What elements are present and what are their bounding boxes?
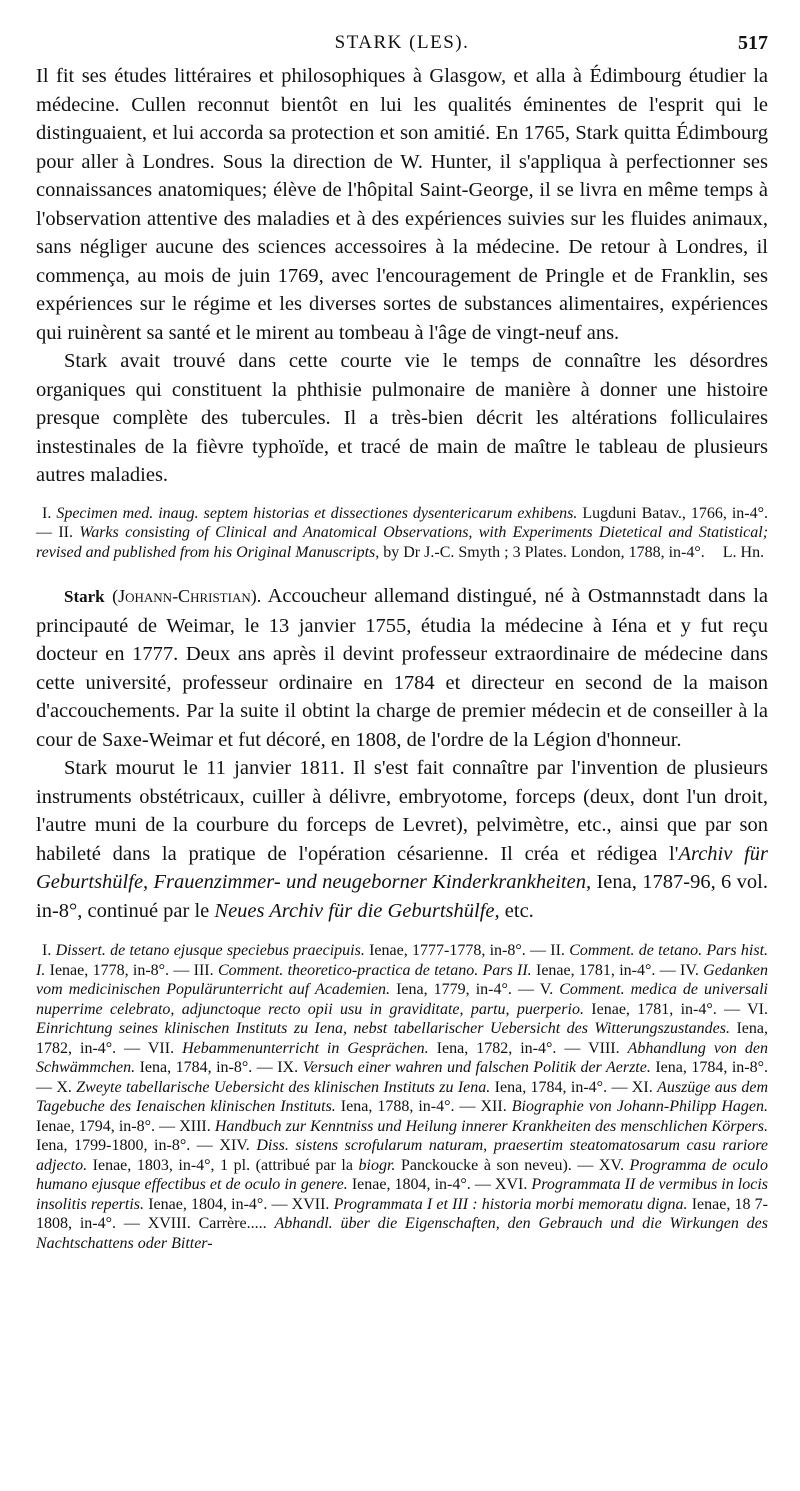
text-run: etc. <box>499 899 534 922</box>
bib-text-run: Iena, 1782, in-4°. — VII. <box>36 1020 769 1057</box>
bib-work-title: Handbuch zur Kenntniss und Heilung innerer Krankheiten des menschlichen Körpers. <box>214 1117 769 1135</box>
bib-text-run: Ienae, 1777-1778, in-8°. — II. <box>364 942 570 959</box>
running-header <box>36 32 768 58</box>
entry-name: Stark <box>64 587 105 606</box>
bib-text-run: Iena, 1788, in-4°. — XII. <box>335 1098 512 1115</box>
bib-text-run: Ienae, 1804, in-4°. — XVI. <box>347 1176 532 1193</box>
bib-work-title: Biographie von Johann-Philipp Hagen. <box>511 1098 769 1115</box>
bib-work-title: Dissert. de tetano ejusque speciebus praecipuis. <box>55 942 365 959</box>
stark-johann-paragraph-1 <box>36 582 768 754</box>
bib-work-title: Zweyte tabellarische Uebersicht des klinischen Instituts zu Iena. <box>76 1078 491 1096</box>
text-run: Stark mourut le 11 janvier 1811. Il s'est fait connaître par l'invention de plusieurs instruments obstétricaux, cuiller à délivre, embryotome, forceps (deux, dont l'un droit, l'autre muni de la courbure du forceps de Levret), pelvimètre, etc., ainsi que par son habileté dans la pratique de l'opération césarienne. Il créa et rédigea l' <box>36 757 768 865</box>
page-body <box>36 62 768 1253</box>
stark-les-paragraph-1: Il fit ses études littéraires et philosophiques à Glasgow, et alla à Édimbourg étudier la médecine. Cullen reconnut bientôt en lui les qualités éminentes de l'esprit qui le distinguaient, et lui accorda sa protection et son amitié. En 1765, Stark quitta Édimbourg pour aller à Londres. Sous la direction de W. Hunter, il s'appliqua à perfectionner ses connaissances anatomiques; élève de l'hôpital Saint-George, il se livra en même temps à l'observation attentive des maladies et à des expériences suivies sur les fluides animaux, sans négliger aucune des sciences accessoires à la médecine. De retour à Londres, il commença, au mois de juin 1769, avec l'encouragement de Pringle et de Franklin, ses expériences sur le régime et les diverses sortes de substances alimentaires, expériences qui ruinèrent sa santé et le mirent au tombeau à l'âge de vingt-neuf ans. <box>36 65 768 344</box>
page-number: 517 <box>738 32 768 54</box>
bib-work-title: Programma de oculo humano ejusque effectibus et de oculo in genere. <box>36 1156 768 1193</box>
bib-pub-2: by Dr J.-C. Smyth ; 3 Plates. London, 1788, in-4°. <box>383 543 705 561</box>
entry-forenames: (Johann-Christian). <box>112 586 262 606</box>
bib-work-title: Auszüge aus dem Tagebuche des Ienaischen klinischen Instituts. <box>36 1078 768 1115</box>
bib-text-run: Iena, 1782, in-4°. — VIII. <box>428 1039 628 1057</box>
stark-johann-paragraph-2 <box>36 754 768 925</box>
bib-text-run: Ienae, 1781, in-4°. — IV. <box>531 961 704 979</box>
bib-text-run: Iena, 1784, in-4°. — XI. <box>490 1078 658 1096</box>
bib-work-title: Gedanken vom medicinischen Populärunterricht auf Academien. <box>36 961 768 998</box>
bib-text-run: Iena, 1784, in-8°. — IX. <box>135 1059 303 1076</box>
bib-text-run: Ienae, 1794, in-8°. — XIII. <box>36 1117 215 1135</box>
bib-work-title: Abhandlung von den Schwämmchen. <box>36 1039 769 1076</box>
bib-text-run: Iena, 1799-1800, in-8°. — XIV. <box>36 1137 257 1154</box>
bib-text-run: Ienae, 1778, in-8°. — III. <box>45 961 218 979</box>
bib-text-run: Ienae, 1804, in-4°. — XVII. <box>144 1195 334 1213</box>
journal-title-2: Neues Archiv für die Geburtshülfe, <box>214 899 500 922</box>
stark-les-bibliography <box>36 504 768 563</box>
bib-work-title: Comment. theoretico-practica de tetano. Pars II. <box>217 961 532 979</box>
journal-title-1: Archiv für Geburtshülfe, Frauenzimmer- und neugeborner Kinderkrankheiten, <box>36 842 768 893</box>
bib-text-run: Ienae, 18 7-1808, in-4°. — XVIII. Carrère..... <box>36 1195 769 1232</box>
bib-work-title: Diss. sistens scrofularum naturam, praesertim steatomatosarum casu rariore adjecto. <box>36 1137 769 1174</box>
bib-title-2: Warks consisting of Clinical and Anatomical Observations, with Experiments Dietetical and Statistical; revised and published from his Original Manuscripts, <box>36 524 769 561</box>
bib-work-title: Versuch einer wahren und falschen Politik der Aerzte. <box>302 1059 651 1076</box>
bib-work-title: biogr. <box>358 1156 396 1174</box>
bib-text-run: I. <box>42 942 56 959</box>
bib-text-run: Ienae, 1803, in-4°, 1 pl. (attribué par la <box>87 1156 359 1174</box>
bib-label: I. <box>42 504 52 522</box>
bib-work-title: Comment. de tetano. Pars hist. I. <box>36 942 769 979</box>
bib-text-run: Iena, 1784, in-8°. — X. <box>36 1059 769 1096</box>
stark-johann-bibliography <box>36 941 768 1253</box>
bib-work-title: Programmata I et III : historia morbi memoratu digna. <box>333 1195 688 1213</box>
bib-text-run: Panckoucke à son neveu). — XV. <box>395 1156 630 1174</box>
bib-work-title: Einrichtung seines klinischen Instituts zu Iena, nebst tabellarischer Uebersicht des Witterungszustandes. <box>36 1020 730 1037</box>
bib-text-run: Iena, 1779, in-4°. — V. <box>390 981 560 998</box>
page-footer-marks <box>36 1438 768 1448</box>
author-signature: L. Hn. <box>722 543 765 561</box>
bib-pub-1: Lugduni Batav., 1766, in-4°. — II. <box>36 504 769 541</box>
bib-work-title: Abhandl. über die Eigenschaften, den Gebrauch und die Wirkungen des Nachtschattens oder Bitter- <box>36 1215 769 1252</box>
stark-les-paragraph-2: Stark avait trouvé dans cette courte vie le temps de connaître les désordres organiques qui constituent la phthisie pulmonaire de manière à donner une histoire presque complète des tubercules. Il a très-bien décrit les altérations folliculaires instestinales de la fièvre typhoïde, et tracé de main de maître le tableau de plusieurs autres maladies. <box>36 350 768 486</box>
text-run: Iena, 1787-96, 6 vol. in-8°, continué par le <box>36 871 768 922</box>
bib-work-title: Hebammenunterricht in Gesprächen. <box>182 1039 429 1057</box>
bib-title-1: Specimen med. inaug. septem historias et dissectiones dysentericarum exhibens. <box>56 504 578 522</box>
bib-text-run: Ienae, 1781, in-4°. — VI. <box>583 1000 768 1018</box>
entry-text: Accoucheur allemand distingué, né à Ostmannstadt dans la principauté de Weimar, le 13 janvier 1755, étudia la médecine à Iéna et y fut reçu docteur en 1777. Deux ans après il devint professeur extraordinaire de médecine dans cette université, professeur ordinaire en 1784 et directeur en second de la maison d'accouchements. Par la suite il obtint la charge de premier médecin et de conseiller à la cour de Saxe-Weimar et fut décoré, en 1808, de l'ordre de la Légion d'honneur. <box>36 585 769 751</box>
bib-work-title: Comment. medica de universali nuperrime celebrato, adjunctoque recto opii usu in graviditate, partu, puerperio. <box>36 981 768 1018</box>
bib-work-title: Programmata II de vermibus in locis insolitis repertis. <box>36 1176 769 1213</box>
running-title: STARK (LES). <box>334 32 470 53</box>
